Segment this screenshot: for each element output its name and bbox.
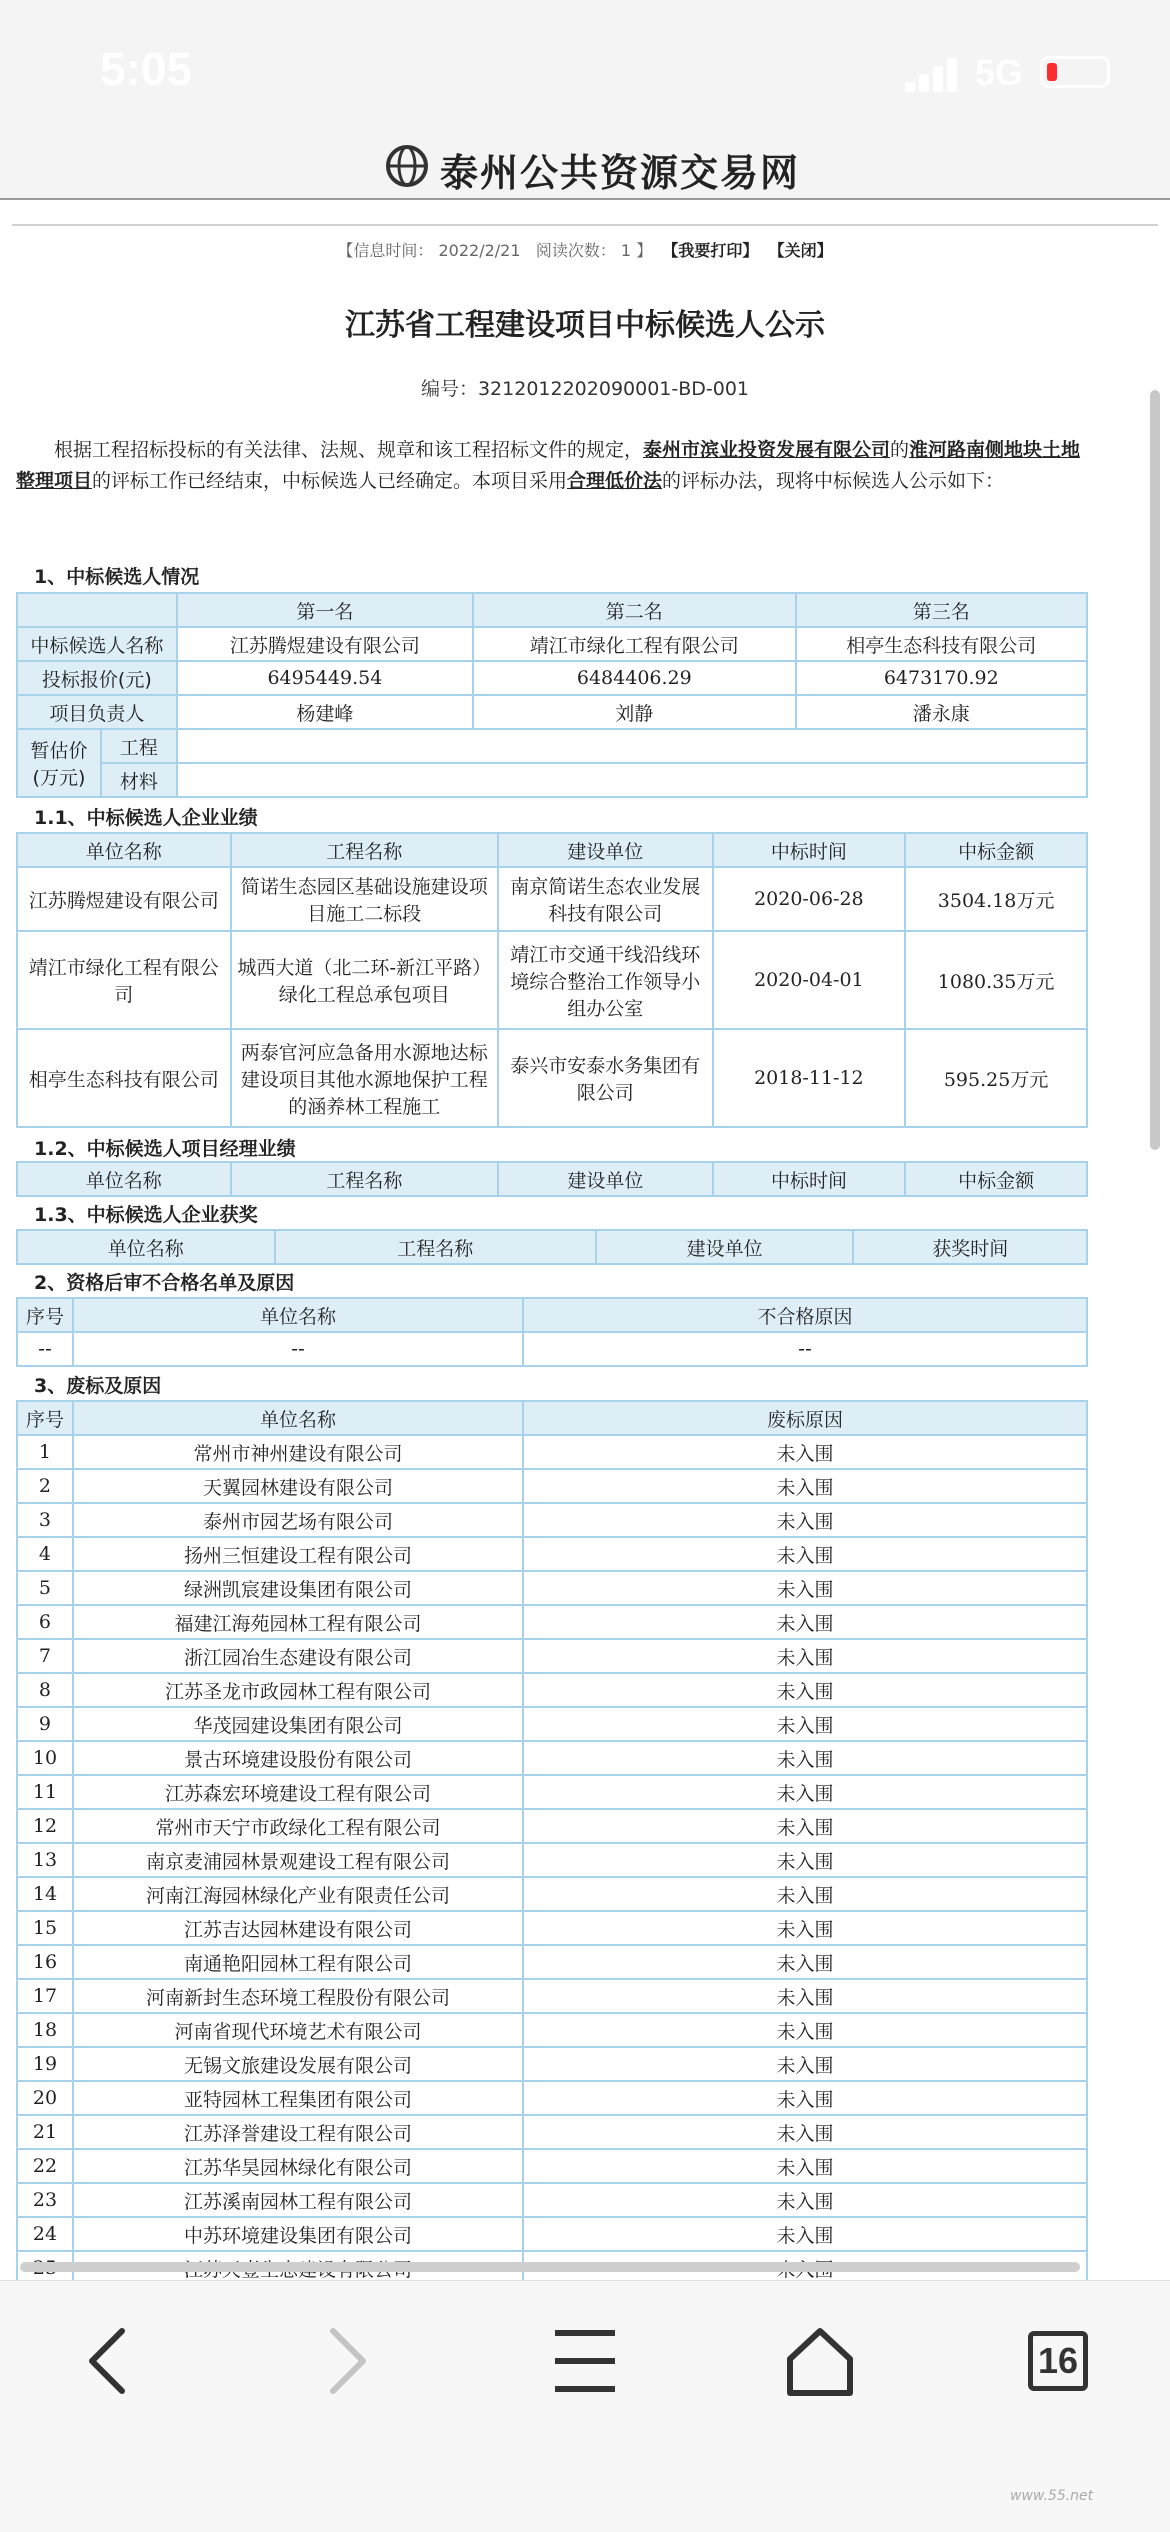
row-number: 4 <box>17 1537 73 1571</box>
header-cell: 建设单位 <box>498 833 713 867</box>
manager-performance-table <box>16 1161 1088 1197</box>
row-number: 9 <box>17 1707 73 1741</box>
evaluation-method: 合理低价法 <box>567 470 663 492</box>
row-number: 23 <box>17 2183 73 2217</box>
table-cell: 靖江市交通干线沿线环境综合整治工作领导小组办公室 <box>498 931 713 1029</box>
table-row <box>17 2149 1087 2183</box>
table-row <box>17 2047 1087 2081</box>
rejection-reason: 未入围 <box>523 1741 1087 1775</box>
rejection-reason: 未入围 <box>523 1979 1087 2013</box>
table-cell: 靖江市绿化工程有限公司 <box>17 931 231 1029</box>
signal-icon <box>905 56 961 92</box>
company-name: 天翼园林建设有限公司 <box>73 1469 523 1503</box>
table-cell: 3504.18万元 <box>905 867 1087 931</box>
rejected-table <box>16 1400 1088 2286</box>
table-cell <box>177 729 1087 763</box>
row-number: 6 <box>17 1605 73 1639</box>
row-number: 7 <box>17 1639 73 1673</box>
row-number: 19 <box>17 2047 73 2081</box>
estimate-label: 暂估价 <box>30 740 88 762</box>
row-number: 20 <box>17 2081 73 2115</box>
company-name: 常州市天宁市政绿化工程有限公司 <box>73 1809 523 1843</box>
table-row <box>17 1332 1087 1366</box>
table-cell: 南京简诺生态农业发展科技有限公司 <box>498 867 713 931</box>
header-cell: 不合格原因 <box>523 1298 1087 1332</box>
header-cell: 单位名称 <box>17 833 231 867</box>
company-name: 南通艳阳园林工程有限公司 <box>73 1945 523 1979</box>
table-cell: 简诺生态园区基础设施建设项目施工二标段 <box>231 867 498 931</box>
header-cell: 工程名称 <box>231 1162 498 1196</box>
table-row <box>17 1707 1087 1741</box>
row-label: 工程 <box>101 729 177 763</box>
table-row <box>17 2115 1087 2149</box>
header-cell: 中标时间 <box>713 1162 906 1196</box>
row-number: 12 <box>17 1809 73 1843</box>
header-cell: 工程名称 <box>275 1230 596 1264</box>
header-cell: 第一名 <box>177 593 473 627</box>
rejection-reason: 未入围 <box>523 1707 1087 1741</box>
company-name: 南京麦浦园林景观建设工程有限公司 <box>73 1843 523 1877</box>
forward-arrow-icon[interactable] <box>305 2321 385 2401</box>
row-number: 11 <box>17 1775 73 1809</box>
candidates-table <box>16 592 1088 730</box>
document-number: 编号：3212012202090001-BD-001 <box>420 378 750 400</box>
company-name: 河南新封生态环境工程股份有限公司 <box>73 1979 523 2013</box>
views-label: 阅读次数： <box>535 241 616 260</box>
table-row <box>17 1469 1087 1503</box>
header-cell: 中标金额 <box>905 833 1087 867</box>
table-cell: 城西大道（北二环-新江平路）绿化工程总承包项目 <box>231 931 498 1029</box>
header-cell: 单位名称 <box>73 1298 523 1332</box>
table-cell: 595.25万元 <box>905 1029 1087 1127</box>
document-title: 江苏省工程建设项目中标候选人公示 <box>345 308 825 343</box>
table-row <box>17 867 1087 931</box>
row-label: 项目负责人 <box>17 695 177 729</box>
table-cell: 6495449.54 <box>177 661 473 695</box>
rejection-reason: 未入围 <box>523 1435 1087 1469</box>
table-row <box>17 1809 1087 1843</box>
table-row <box>17 1843 1087 1877</box>
view-count: 1 <box>620 241 632 260</box>
table-row <box>17 1571 1087 1605</box>
intro-text-3: 的评标工作已经结束，中标候选人已经确定。本项目采用 <box>92 470 568 492</box>
rejection-reason: 未入围 <box>523 1537 1087 1571</box>
rejection-reason: 未入围 <box>523 1469 1087 1503</box>
row-number: 8 <box>17 1673 73 1707</box>
section-1-heading: 1、中标候选人情况 <box>34 566 200 588</box>
table-row <box>17 1230 1087 1264</box>
table-row <box>17 1503 1087 1537</box>
awards-table <box>16 1229 1088 1265</box>
row-number: 16 <box>17 1945 73 1979</box>
header-cell: 单位名称 <box>17 1230 275 1264</box>
company-name: 江苏泽誉建设工程有限公司 <box>73 2115 523 2149</box>
close-link[interactable]: 【关闭】 <box>768 241 833 260</box>
vertical-scrollbar[interactable] <box>1150 390 1160 1150</box>
header-cell: 序号 <box>17 1298 73 1332</box>
table-row <box>17 1029 1087 1127</box>
row-number: 3 <box>17 1503 73 1537</box>
row-number: 22 <box>17 2149 73 2183</box>
rejection-reason: 未入围 <box>523 2183 1087 2217</box>
company-name: 泰州市园艺场有限公司 <box>73 1503 523 1537</box>
company-name: 河南江海园林绿化产业有限责任公司 <box>73 1877 523 1911</box>
rejection-reason: 未入围 <box>523 1605 1087 1639</box>
table-cell: 潘永康 <box>796 695 1088 729</box>
section-3-heading: 3、废标及原因 <box>34 1375 162 1397</box>
table-row <box>17 1298 1087 1332</box>
table-row <box>17 1741 1087 1775</box>
article-meta <box>0 238 1170 261</box>
table-row <box>17 1911 1087 1945</box>
row-number: 1 <box>17 1435 73 1469</box>
table-cell: 相亭生态科技有限公司 <box>796 627 1088 661</box>
rejection-reason: 未入围 <box>523 2047 1087 2081</box>
status-time: 5:05 <box>100 43 193 95</box>
table-cell: -- <box>17 1332 73 1366</box>
company-name: 常州市神州建设有限公司 <box>73 1435 523 1469</box>
company-name: 华茂园建设集团有限公司 <box>73 1707 523 1741</box>
company-name: 亚特园林工程集团有限公司 <box>73 2081 523 2115</box>
watermark: www.55.net <box>1010 2488 1094 2504</box>
rejection-reason: 未入围 <box>523 1945 1087 1979</box>
rejection-reason: 未入围 <box>523 2217 1087 2251</box>
table-row <box>17 1673 1087 1707</box>
table-row <box>17 1775 1087 1809</box>
table-row <box>17 661 1087 695</box>
company-name: 河南省现代环境艺术有限公司 <box>73 2013 523 2047</box>
header-cell: 建设单位 <box>596 1230 854 1264</box>
table-cell: 2020-06-28 <box>713 867 906 931</box>
rejection-reason: 未入围 <box>523 1877 1087 1911</box>
horizontal-scrollbar[interactable] <box>20 2262 1080 2272</box>
section-1-3-heading: 1.3、中标候选人企业获奖 <box>34 1204 258 1226</box>
row-number: 21 <box>17 2115 73 2149</box>
network-type: 5G <box>975 52 1024 93</box>
company-name: 绿洲凯宸建设集团有限公司 <box>73 1571 523 1605</box>
table-cell: -- <box>73 1332 523 1366</box>
row-number: 14 <box>17 1877 73 1911</box>
row-label: 材料 <box>101 763 177 797</box>
tab-count-button[interactable]: 16 <box>1028 2331 1088 2391</box>
rejection-reason: 未入围 <box>523 1673 1087 1707</box>
status-bar <box>0 0 1170 140</box>
estimate-table <box>16 728 1088 798</box>
meta-close-bracket: 】 <box>636 241 653 260</box>
rejection-reason: 未入围 <box>523 2149 1087 2183</box>
header-cell: 单位名称 <box>17 1162 231 1196</box>
company-name: 江苏溪南园林工程有限公司 <box>73 2183 523 2217</box>
table-cell: 相亭生态科技有限公司 <box>17 1029 231 1127</box>
table-row <box>17 695 1087 729</box>
row-number: 15 <box>17 1911 73 1945</box>
rejection-reason: 未入围 <box>523 1639 1087 1673</box>
intro-text-4: 的评标办法，现将中标候选人公示如下： <box>662 470 1005 492</box>
rejection-reason: 未入围 <box>523 1571 1087 1605</box>
header-cell: 序号 <box>17 1401 73 1435</box>
table-row <box>17 931 1087 1029</box>
project-name: 淮河路南侧地块土地整理项目 <box>16 439 1081 492</box>
header-cell: 中标金额 <box>905 1162 1087 1196</box>
row-label: 投标报价(元) <box>17 661 177 695</box>
home-icon[interactable] <box>780 2321 860 2401</box>
divider <box>12 224 1158 226</box>
company-name: 无锡文旅建设发展有限公司 <box>73 2047 523 2081</box>
rejection-reason: 未入围 <box>523 1775 1087 1809</box>
table-row <box>17 1435 1087 1469</box>
header-cell: 获奖时间 <box>853 1230 1087 1264</box>
company-name: 浙江园冶生态建设有限公司 <box>73 1639 523 1673</box>
table-row <box>17 1537 1087 1571</box>
rejection-reason: 未入围 <box>523 2081 1087 2115</box>
header-cell: 中标时间 <box>713 833 906 867</box>
rejection-reason: 未入围 <box>523 2115 1087 2149</box>
row-number: 18 <box>17 2013 73 2047</box>
table-cell: 杨建峰 <box>177 695 473 729</box>
back-arrow-icon[interactable] <box>70 2321 150 2401</box>
globe-logo-icon <box>385 144 429 188</box>
section-1-2-heading: 1.2、中标候选人项目经理业绩 <box>34 1138 296 1160</box>
company-name: 江苏吉达园林建设有限公司 <box>73 1911 523 1945</box>
company-name: 福建江海苑园林工程有限公司 <box>73 1605 523 1639</box>
row-number: 13 <box>17 1843 73 1877</box>
table-row <box>17 833 1087 867</box>
table-cell: 江苏腾煜建设有限公司 <box>17 867 231 931</box>
table-row <box>17 2081 1087 2115</box>
table-row <box>17 593 1087 627</box>
table-cell: 江苏腾煜建设有限公司 <box>177 627 473 661</box>
row-label <box>17 729 101 797</box>
header-cell: 第三名 <box>796 593 1088 627</box>
table-cell <box>177 763 1087 797</box>
table-cell: 6473170.92 <box>796 661 1088 695</box>
company-name: 江苏华昊园林绿化有限公司 <box>73 2149 523 2183</box>
table-row <box>17 1162 1087 1196</box>
print-link[interactable]: 【我要打印】 <box>662 241 759 260</box>
table-cell: 靖江市绿化工程有限公司 <box>473 627 795 661</box>
tenderer-name: 泰州市滨业投资发展有限公司 <box>643 439 891 461</box>
table-cell: 2018-11-12 <box>713 1029 906 1127</box>
header-cell: 工程名称 <box>231 833 498 867</box>
unqualified-table <box>16 1297 1088 1367</box>
table-row <box>17 1945 1087 1979</box>
intro-text-1: 根据工程招标投标的有关法律、法规、规章和该工程招标文件的规定， <box>54 439 644 461</box>
rejection-reason: 未入围 <box>523 1911 1087 1945</box>
date-label: 【信息时间： <box>337 241 434 260</box>
publish-date: 2022/2/21 <box>438 241 521 260</box>
browser-toolbar <box>0 2280 1170 2532</box>
table-cell: 刘静 <box>473 695 795 729</box>
table-cell: 两泰官河应急备用水源地达标建设项目其他水源地保护工程的涵养林工程施工 <box>231 1029 498 1127</box>
table-cell: 1080.35万元 <box>905 931 1087 1029</box>
header-cell: 建设单位 <box>498 1162 713 1196</box>
company-name: 江苏森宏环境建设工程有限公司 <box>73 1775 523 1809</box>
table-row <box>17 2013 1087 2047</box>
header-cell: 第二名 <box>473 593 795 627</box>
company-name: 中苏环境建设集团有限公司 <box>73 2217 523 2251</box>
table-row <box>17 1639 1087 1673</box>
row-number: 10 <box>17 1741 73 1775</box>
row-number: 17 <box>17 1979 73 2013</box>
header-cell: 废标原因 <box>523 1401 1087 1435</box>
intro-paragraph <box>16 435 1096 497</box>
row-number: 2 <box>17 1469 73 1503</box>
table-row <box>17 2217 1087 2251</box>
company-name: 扬州三恒建设工程有限公司 <box>73 1537 523 1571</box>
table-cell: 2020-04-01 <box>713 931 906 1029</box>
battery-icon <box>1040 56 1110 88</box>
performance-table <box>16 832 1088 1128</box>
table-row <box>17 1605 1087 1639</box>
table-row <box>17 763 1087 797</box>
section-1-1-heading: 1.1、中标候选人企业业绩 <box>34 807 258 829</box>
rejection-reason: 未入围 <box>523 1843 1087 1877</box>
table-row <box>17 1401 1087 1435</box>
table-cell: 泰兴市安泰水务集团有限公司 <box>498 1029 713 1127</box>
table-row <box>17 2183 1087 2217</box>
table-row <box>17 1979 1087 2013</box>
empty-cell <box>17 593 177 627</box>
table-cell: 6484406.29 <box>473 661 795 695</box>
rejection-reason: 未入围 <box>523 1503 1087 1537</box>
site-name: 泰州公共资源交易网 <box>440 151 801 195</box>
intro-text-2: 的 <box>890 439 910 461</box>
rejection-reason: 未入围 <box>523 2013 1087 2047</box>
company-name: 江苏圣龙市政园林工程有限公司 <box>73 1673 523 1707</box>
section-2-heading: 2、资格后审不合格名单及原因 <box>34 1272 295 1294</box>
company-name: 景古环境建设股份有限公司 <box>73 1741 523 1775</box>
table-cell: -- <box>523 1332 1087 1366</box>
site-header <box>0 140 1170 200</box>
rejection-reason: 未入围 <box>523 1809 1087 1843</box>
table-row <box>17 627 1087 661</box>
table-row <box>17 729 1087 763</box>
menu-icon[interactable] <box>545 2321 625 2401</box>
estimate-unit: (万元) <box>32 767 86 789</box>
table-row <box>17 1877 1087 1911</box>
row-number: 24 <box>17 2217 73 2251</box>
row-number: 5 <box>17 1571 73 1605</box>
row-label: 中标候选人名称 <box>17 627 177 661</box>
header-cell: 单位名称 <box>73 1401 523 1435</box>
